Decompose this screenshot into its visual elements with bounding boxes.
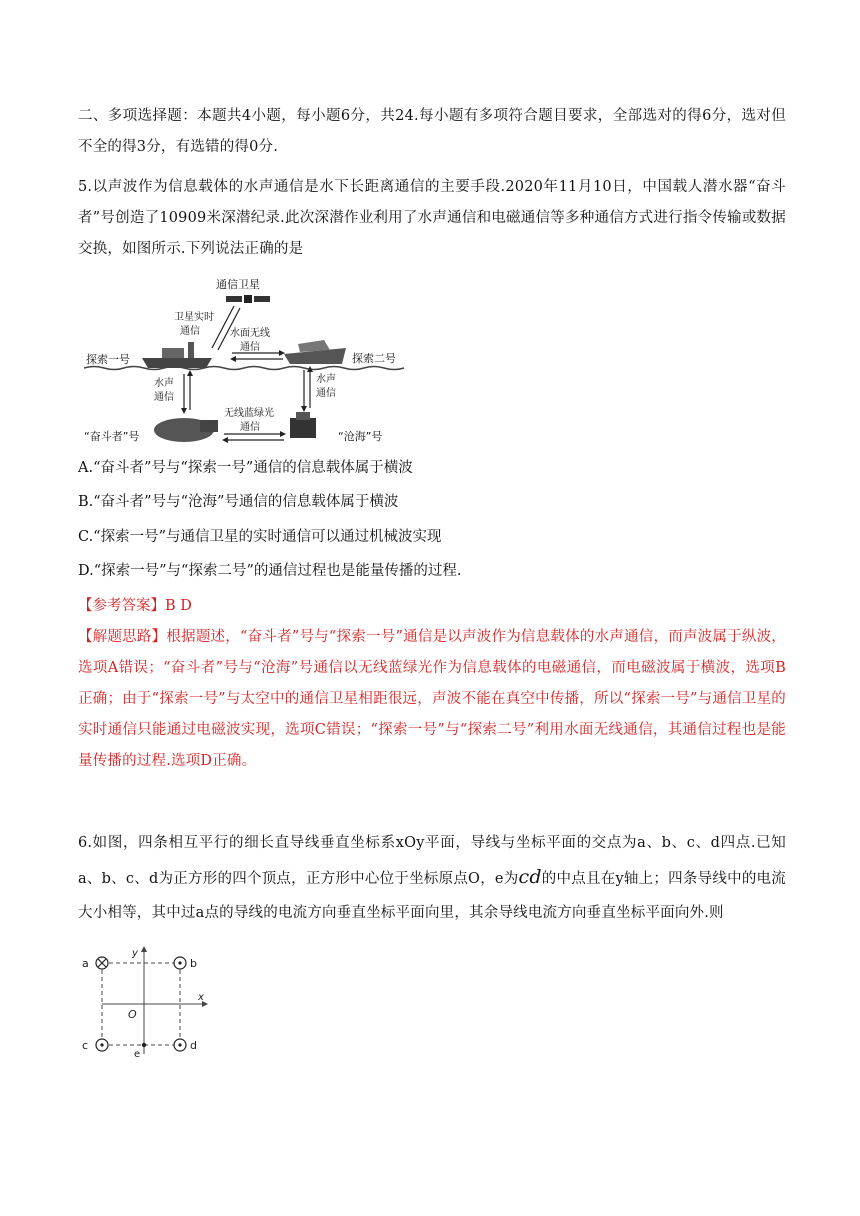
label-c: c	[82, 1039, 89, 1052]
q5-answer	[78, 596, 192, 616]
acoustic-right-label-2: 通信	[316, 388, 336, 399]
q6-wire-square-figure	[76, 944, 210, 1060]
section-header: 二、多项选择题：本题共4小题，每小题6分，共24.每小题有多项符合题目要求，全部选对的得6分，选对但不全的得3分，有选错的得0分.	[78, 108, 786, 155]
answer-label: 【参考答案】	[78, 598, 165, 614]
sat-link-label-2: 通信	[180, 326, 200, 337]
label-x: x	[198, 992, 204, 1003]
q6-stem-part2: 的中点且在y轴上；四条导线中的电流大小相等，其中过a点的导线的电流方向垂直坐标平面向里，其余导线电流方向垂直坐标平面向外.则	[78, 871, 786, 921]
satellite-label: 通信卫星	[216, 278, 260, 291]
ship2-label: 探索二号	[352, 352, 396, 365]
surface-link-label-1: 水面无线	[230, 328, 270, 339]
analysis-label: 【解题思路】	[78, 629, 167, 645]
sub2-label: “沧海”号	[338, 430, 383, 443]
label-d: d	[190, 1039, 197, 1052]
label-y: y	[132, 948, 138, 959]
acoustic-right-label-1: 水声	[316, 374, 336, 385]
label-origin: O	[128, 1008, 137, 1021]
sub1-label: “奋斗者”号	[84, 430, 140, 443]
q6-stem-part1: 6.如图，四条相互平行的细长直导线垂直坐标系xOy平面，导线与坐标平面的交点为a、b、c、d四点.已知a、b、c、d为正方形的四个顶点，正方形中心位于坐标原点O，e为	[78, 835, 786, 887]
wire-b-out-icon	[174, 957, 186, 969]
surface-link-label-2: 通信	[240, 342, 260, 353]
q5-option-c: C.“探索一号”与通信卫星的实时通信可以通过机械波实现	[78, 529, 442, 545]
q5-option-d: D.“探索一号”与“探索二号”的通信过程也是能量传播的过程.	[78, 563, 462, 579]
satellite-icon	[226, 295, 270, 303]
acoustic-left-label-1: 水声	[154, 378, 174, 389]
label-b: b	[190, 957, 197, 970]
acoustic-left-label-2: 通信	[154, 392, 174, 403]
wire-d-out-icon	[174, 1039, 186, 1051]
sat-link-label-1: 卫星实时	[174, 312, 214, 323]
bluegreen-label-2: 通信	[240, 422, 260, 433]
wire-c-out-icon	[96, 1039, 108, 1051]
q5-stem: 5.以声波作为信息载体的水声通信是水下长距离通信的主要手段.2020年11月10日，中国载人潜水器“奋斗者”号创造了10909米深潜纪录.此次深潜作业利用了水声通信和电磁通信等多种通信方式进行指令传输或数据交换，如图所示.下列说法正确的是	[78, 179, 786, 257]
point-e	[142, 1043, 146, 1047]
q5-option-b: B.“奋斗者”号与“沧海”号通信的信息载体属于横波	[78, 494, 399, 510]
bluegreen-label-1: 无线蓝绿光	[224, 408, 274, 419]
analysis-text: 根据题述，“奋斗者”号与“探索一号”通信是以声波作为信息载体的水声通信，而声波属于纵波，选项A错误；“奋斗者”号与“沧海”号通信以无线蓝绿光作为信息载体的电磁通信，而电磁波属于横波，选项B正确；由于“探索一号”与太空中的通信卫星相距很远，声波不能在真空中传播，所以“探索一号”与通信卫星的实时通信只能通过电磁波实现，选项C错误；“探索一号”与“探索二号”利用水面无线通信，其通信过程也是能量传播的过程.选项D正确。	[78, 629, 787, 769]
q5-analysis	[78, 622, 786, 777]
q5-option-a: A.“奋斗者”号与“探索一号”通信的信息载体属于横波	[78, 460, 413, 476]
label-e: e	[134, 1049, 141, 1060]
ship1-label: 探索一号	[86, 353, 130, 366]
q6-cd-italic: cd	[518, 866, 542, 888]
q6-stem	[78, 826, 786, 930]
wire-a-into-icon	[96, 957, 108, 969]
label-a: a	[82, 957, 89, 970]
answer-value: B D	[165, 598, 192, 614]
q5-communication-figure	[84, 270, 414, 450]
